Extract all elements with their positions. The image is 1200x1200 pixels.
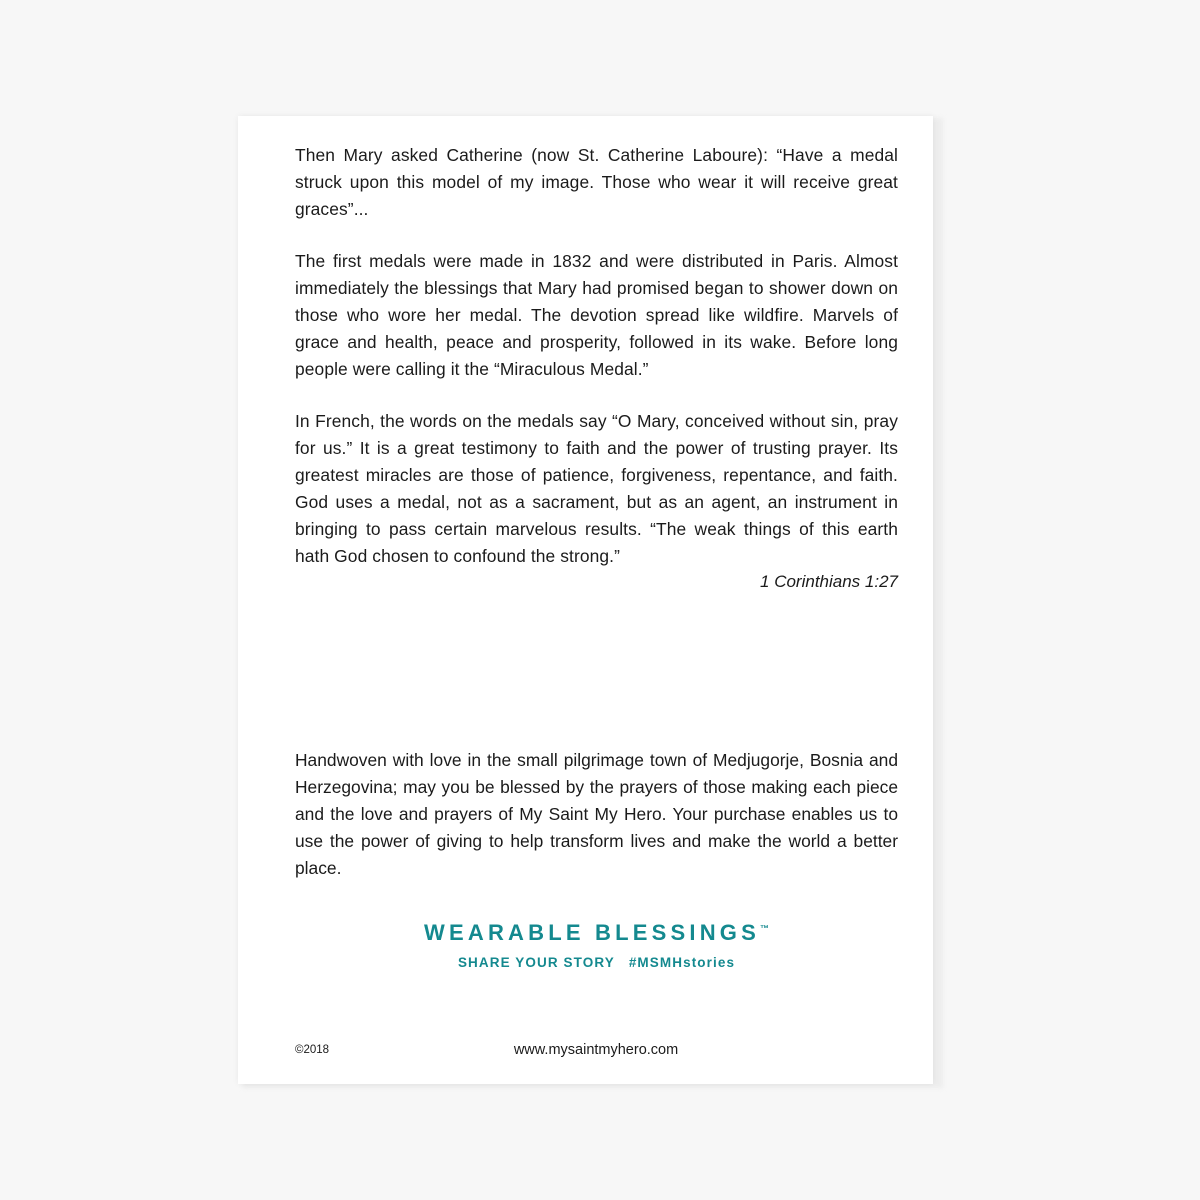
copyright-text: ©2018 <box>295 1044 330 1056</box>
paragraph-french-inscription: In French, the words on the medals say “O Mary, conceived without sin, pray for us.” It is a great testimony to faith and the power of trusting prayer. Its greatest miracles are those of patience, forgiveness, repentance, and faith. God uses a medal, not as a sacrament, but as an agent, an instrument in bringing to pass certain marvelous results. “The weak things of this earth hath God chosen to confound the strong.” <box>295 411 898 566</box>
paragraph-history: The first medals were made in 1832 and were distributed in Paris. Almost immediately the blessings that Mary had promised began to shower down on those who wore her medal. The devotion spread like wildfire. Marvels of grace and health, peace and prosperity, followed in its wake. Before long people were calling it the “Miraculous Medal.” <box>295 251 898 379</box>
brand-tagline-row <box>295 955 898 970</box>
website-url: www.mysaintmyhero.com <box>513 1042 679 1058</box>
handwoven-note: Handwoven with love in the small pilgrimage town of Medjugorje, Bosnia and Herzegovina; may you be blessed by the prayers of those making each piece and the love and prayers of My Saint My Hero. Your purchase enables us to use the power of giving to help transform lives and make the world a better place. <box>295 750 898 878</box>
paragraph-intro: Then Mary asked Catherine (now St. Catherine Laboure): “Have a medal struck upon this model of my image. Those who wear it will receive great graces”... <box>295 145 898 219</box>
brand-tagline: SHARE YOUR STORY <box>457 955 615 970</box>
trademark-symbol: ™ <box>759 923 769 934</box>
brand-title-text: WEARABLE BLESSINGS <box>424 920 760 945</box>
brand-hashtag: #MSMHstories <box>628 955 736 970</box>
card-footer <box>295 1044 897 1066</box>
brand-block <box>295 920 898 970</box>
brand-title <box>424 920 769 946</box>
scripture-citation: 1 Corinthians 1:27 <box>760 572 898 591</box>
content-spacer <box>295 592 898 747</box>
story-card <box>238 116 933 1084</box>
card-content <box>295 142 898 970</box>
